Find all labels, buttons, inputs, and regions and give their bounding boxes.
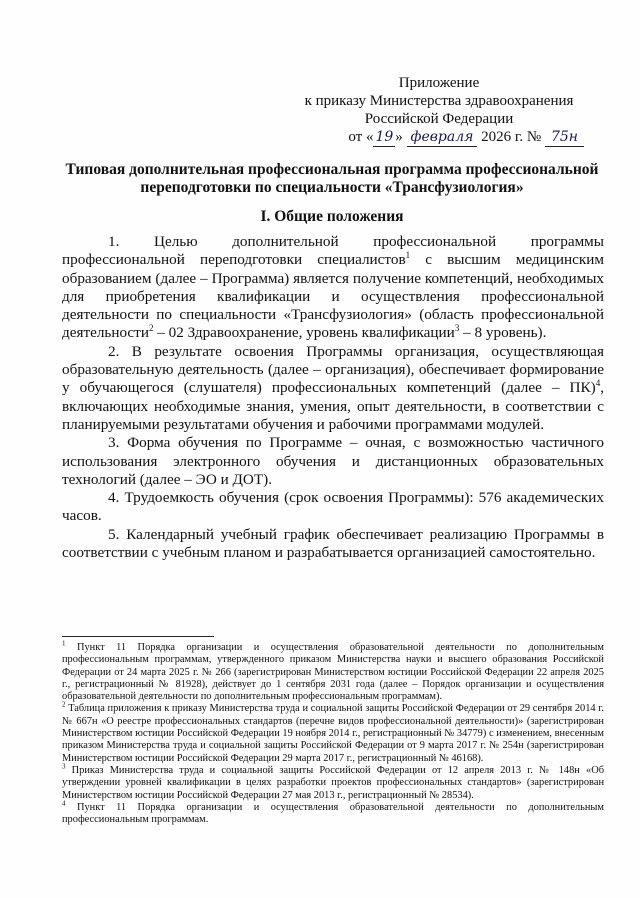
paragraph-2 — [62, 343, 604, 434]
appendix-header — [294, 74, 584, 147]
handwritten-month: февраля — [407, 128, 478, 147]
footnote-3-mark: 3 — [62, 762, 66, 771]
footnote-ref-1: 1 — [405, 250, 411, 261]
footnotes — [62, 639, 604, 826]
paragraph-5: 5. Календарный учебный график обеспечивает реализацию Программы в соответствии с учебным планом и разрабатывается организацией самостоятельно. — [62, 525, 604, 562]
handwritten-order-number: 75н — [545, 128, 584, 147]
paragraph-1 — [62, 233, 604, 343]
footnote-4-text: Пункт 11 Порядка организации и осуществления образовательной деятельности по дополнительным профессиональным программам. — [62, 801, 604, 826]
paragraph-2-text-b: , включающих необходимые знания, умения, опыт деятельности, в соответствии с планируемыми результатами обучения и рабочими программами модулей. — [62, 379, 604, 433]
footnote-4-mark: 4 — [62, 799, 66, 808]
footnote-ref-4: 4 — [595, 378, 601, 389]
paragraph-3: 3. Форма обучения по Программе – очная, с возможностью частичного использования электронного обучения и дистанционных образовательных технологий (далее – ЭО и ДОТ). — [62, 434, 604, 488]
order-country: Российской Федерации — [364, 111, 514, 127]
footnote-2-text: Таблица приложения к приказу Министерства труда и социальной защиты Российской Федерации от 29 сентября 2014 г. № 667н «О реестре профессиональных стандартов (перечне видов профессиональной деятельности)» (зарегистрирован Министерством юстиции Российской Федерации 19 ноября 2014 г., регистрационный № 34779) с изменением, внесенным приказом Министерства труда и социальной защиты Российской Федерации от 9 марта 2017 г. № 254н (зарегистрирован Министерством юстиции Российской Федерации 29 марта 2017 г., регистрационный № 46168). — [62, 703, 604, 764]
handwritten-day: 19 — [375, 129, 394, 145]
document-body — [62, 233, 604, 562]
appendix-label: Приложение — [398, 75, 480, 91]
document-title: Типовая дополнительная профессиональная программа профессиональной переподготовки по специальности «Трансфузиология» — [65, 161, 599, 196]
paragraph-1-text-d: – 8 уровень). — [459, 324, 547, 342]
section-heading: I. Общие положения — [260, 208, 404, 225]
footnote-2 — [62, 703, 604, 764]
paragraph-1-text-b: с высшим медицинским образованием (далее – Программа) является получение компетенций, необходимых для приобретения квалификации и осуществления профессиональной деятельности по специальности «Трансфузиология» (область профессиональной деятельности — [62, 251, 605, 342]
footnote-3-text: Приказ Министерства труда и социальной защиты Российской Федерации от 12 апреля 2013 г. № 148н «Об утверждении уровней квалификации в целях разработки проектов профессиональных стандартов» (зарегистрирован Министерством юстиции Российской Федерации 27 мая 2013 г., регистрационный № 28534). — [62, 764, 604, 801]
footnote-2-mark: 2 — [62, 701, 66, 710]
paragraph-1-text-a: 1. Целью дополнительной профессиональной программы профессиональной переподготовки специалистов — [62, 233, 604, 269]
footnote-1-mark: 1 — [62, 639, 66, 648]
footnote-1-text: Пункт 11 Порядка организации и осуществления образовательной деятельности по дополнительным профессиональным программам, утвержденного приказом Министерства науки и высшего образования Российской Федерации от 24 марта 2025 г. № 266 (зарегистрирован Министерством юстиции Российской Федерации 22 апреля 2025 г., регистрационный № 81928), действует до 1 сентября 2031 года (далее – Порядок организации и осуществления образовательной деятельности по дополнительным профессиональным программам). — [62, 642, 604, 703]
footnote-ref-3: 3 — [454, 323, 460, 334]
footnote-3 — [62, 762, 604, 802]
footnote-1 — [62, 639, 604, 703]
date-year: 2026 г. № — [477, 129, 542, 145]
order-issuer: к приказу Министерства здравоохранения — [304, 93, 574, 109]
order-date-line — [294, 128, 584, 147]
paragraph-4: 4. Трудоемкость обучения (срок освоения Программы): 576 академических часов. — [62, 489, 604, 525]
footnote-4 — [62, 799, 604, 827]
footnote-separator — [62, 636, 214, 637]
footnote-ref-2: 2 — [148, 323, 154, 334]
date-prefix: от « — [348, 129, 374, 145]
paragraph-2-text-a: 2. В результате освоения Программы организация, осуществляющая образовательную деятельность (далее – организация), обеспечивает формирование у обучающегося (слушателя) профессиональных компетенций (далее – ПК) — [62, 342, 604, 397]
date-mid: » — [395, 129, 407, 145]
paragraph-1-text-c: – 02 Здравоохранение, уровень квалификации — [153, 324, 455, 342]
